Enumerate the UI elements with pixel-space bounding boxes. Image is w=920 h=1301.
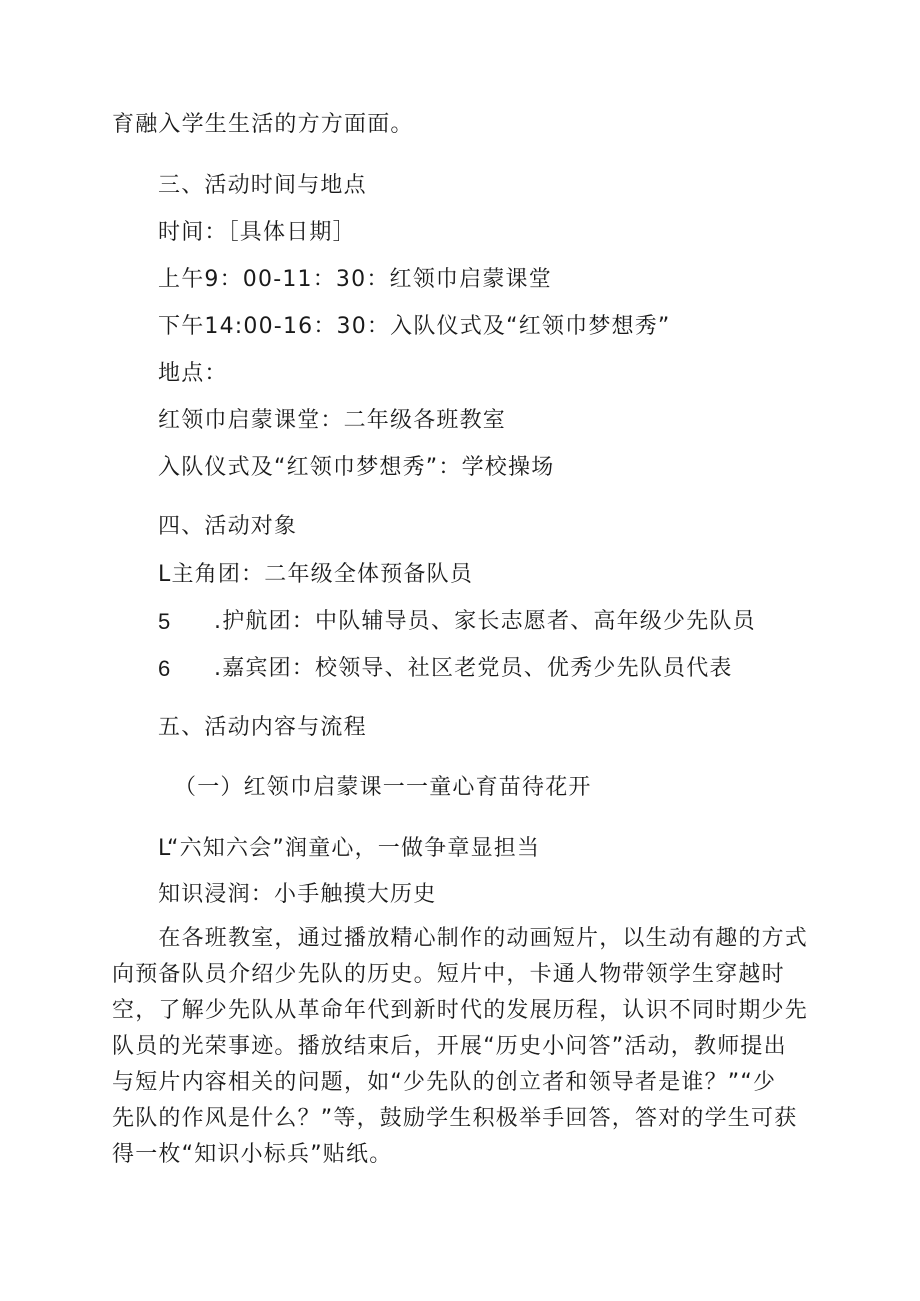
place-label: 地点： (158, 361, 228, 386)
paragraph-line: 先队的作风是什么？”等，鼓励学生积极举手回答，答对的学生可获 (112, 1106, 798, 1131)
text-line-continuation: 育融入学生生活的方方面面。 (112, 112, 414, 137)
participant-item-3-number: 6 (158, 656, 171, 681)
point-subheading: 知识浸润：小手触摸大历史 (158, 882, 437, 907)
participant-item-3: .嘉宾团：校领导、社区老党员、优秀少先队员代表 (214, 656, 733, 681)
morning-schedule: 上午9：00-11：30：红领巾启蒙课堂 (158, 267, 552, 292)
time-label: 时间：［具体日期］ (158, 220, 356, 245)
subsection-heading-1: （一）红领巾启蒙课一一童心育苗待花开 (174, 775, 592, 800)
paragraph-line: 与短片内容相关的问题，如“少先队的创立者和领导者是谁？”“少 (112, 1070, 777, 1095)
paragraph-line: 队员的光荣事迹。播放结束后，开展“历史小问答”活动，教师提出 (112, 1034, 787, 1059)
participant-item-1: L主角团：二年级全体预备队员 (158, 562, 474, 587)
afternoon-schedule: 下午14:00-16：30：入队仪式及“红领巾梦想秀” (158, 314, 671, 339)
point-heading-1: L“六知六会”润童心，一做争章显担当 (158, 836, 541, 861)
participant-item-2: .护航团：中队辅导员、家长志愿者、高年级少先队员 (214, 609, 756, 634)
place-item-classroom: 红领巾启蒙课堂：二年级各班教室 (158, 408, 507, 433)
place-item-playground: 入队仪式及“红领巾梦想秀”：学校操场 (158, 455, 555, 480)
paragraph-line: 得一枚“知识小标兵”贴纸。 (112, 1142, 393, 1167)
participant-item-2-number: 5 (158, 609, 171, 634)
section-heading-5: 五、活动内容与流程 (158, 715, 367, 740)
paragraph-line: 向预备队员介绍少先队的历史。短片中，卡通人物带领学生穿越时 (112, 962, 785, 987)
body-paragraph (112, 926, 812, 1178)
paragraph-line: 空，了解少先队从革命年代到新时代的发展历程，认识不同时期少先 (112, 998, 809, 1023)
section-heading-4: 四、活动对象 (158, 514, 298, 539)
paragraph-line: 在各班教室，通过播放精心制作的动画短片，以生动有趣的方式 (112, 926, 809, 951)
section-heading-3: 三、活动时间与地点 (158, 173, 367, 198)
